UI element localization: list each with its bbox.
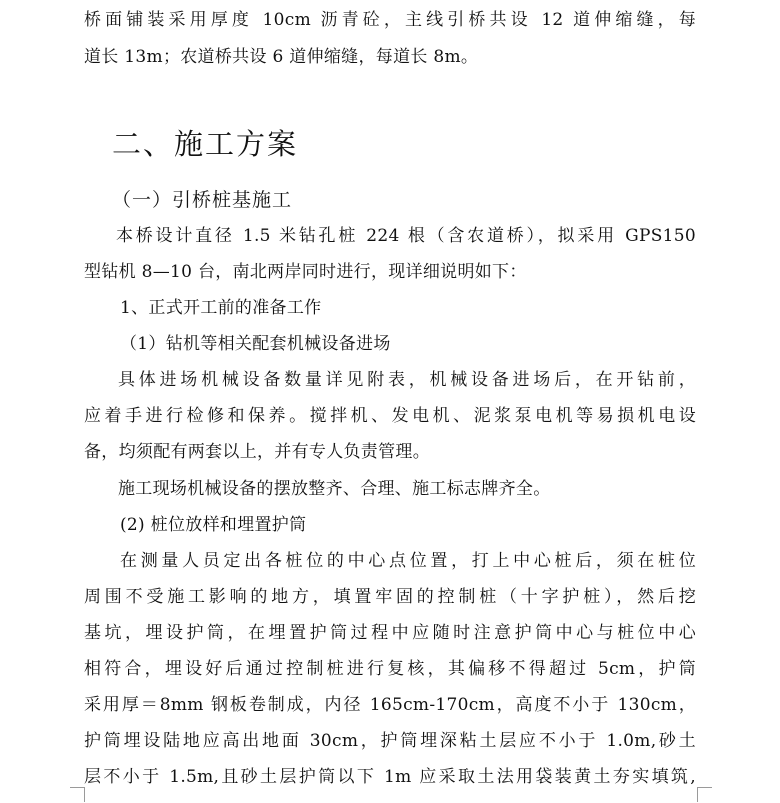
para4-line-1: 在测量人员定出各桩位的中心点位置，打上中心桩后，须在桩位 [120, 551, 696, 571]
para4-line-6: 护筒埋设陆地应高出地面 30cm，护筒埋深粘土层应不小于 1.0m,砂土 [84, 731, 696, 751]
para1-line-1: 本桥设计直径 1.5 米钻孔桩 224 根（含农道桥），拟采用 GPS150 [116, 226, 696, 246]
para1-line-2: 型钻机 8—10 台，南北两岸同时进行，现详细说明如下： [84, 262, 527, 282]
para2-line-1: 具体进场机械设备数量详见附表，机械设备进场后，在开钻前， [118, 370, 696, 390]
sub-1-heading: （1）钻机等相关配套机械设备进场 [120, 334, 391, 354]
para4-line-7: 层不小于 1.5m,且砂土层护筒以下 1m 应采取土法用袋装黄土夯实填筑, [84, 767, 696, 787]
intro-line-2: 道长 13m；农道桥共设 6 道伸缩缝，每道长 8m。 [84, 47, 479, 67]
sub-2-heading: (2) 桩位放样和埋置护筒 [120, 515, 307, 535]
para4-line-5: 采用厚＝8mm 钢板卷制成，内径 165cm-170cm，高度不小于 130cm， [84, 695, 696, 715]
section-title: 二、施工方案 [112, 127, 299, 161]
intro-line-1: 桥面铺装采用厚度 10cm 沥青砼，主线引桥共设 12 道伸缩缝，每 [84, 10, 696, 30]
item-1-heading: 1、正式开工前的准备工作 [120, 298, 322, 318]
para3-line: 施工现场机械设备的摆放整齐、合理、施工标志牌齐全。 [118, 479, 551, 499]
page-corner-mark-right [697, 787, 712, 802]
para2-line-2: 应着手进行检修和保养。搅拌机、发电机、泥浆泵电机等易损机电设 [84, 406, 696, 426]
para4-line-4: 相符合，埋设好后通过控制桩进行复核，其偏移不得超过 5cm，护筒 [84, 659, 696, 679]
para2-line-3: 备，均须配有两套以上，并有专人负责管理。 [84, 442, 430, 462]
page-corner-mark-left [70, 787, 85, 802]
para4-line-3: 基坑，埋设护筒，在埋置护筒过程中应随时注意护筒中心与桩位中心 [84, 623, 696, 643]
subsection-title: （一）引桥桩基施工 [112, 189, 293, 211]
para4-line-2: 周围不受施工影响的地方，填置牢固的控制桩（十字护桩），然后挖 [84, 587, 696, 607]
